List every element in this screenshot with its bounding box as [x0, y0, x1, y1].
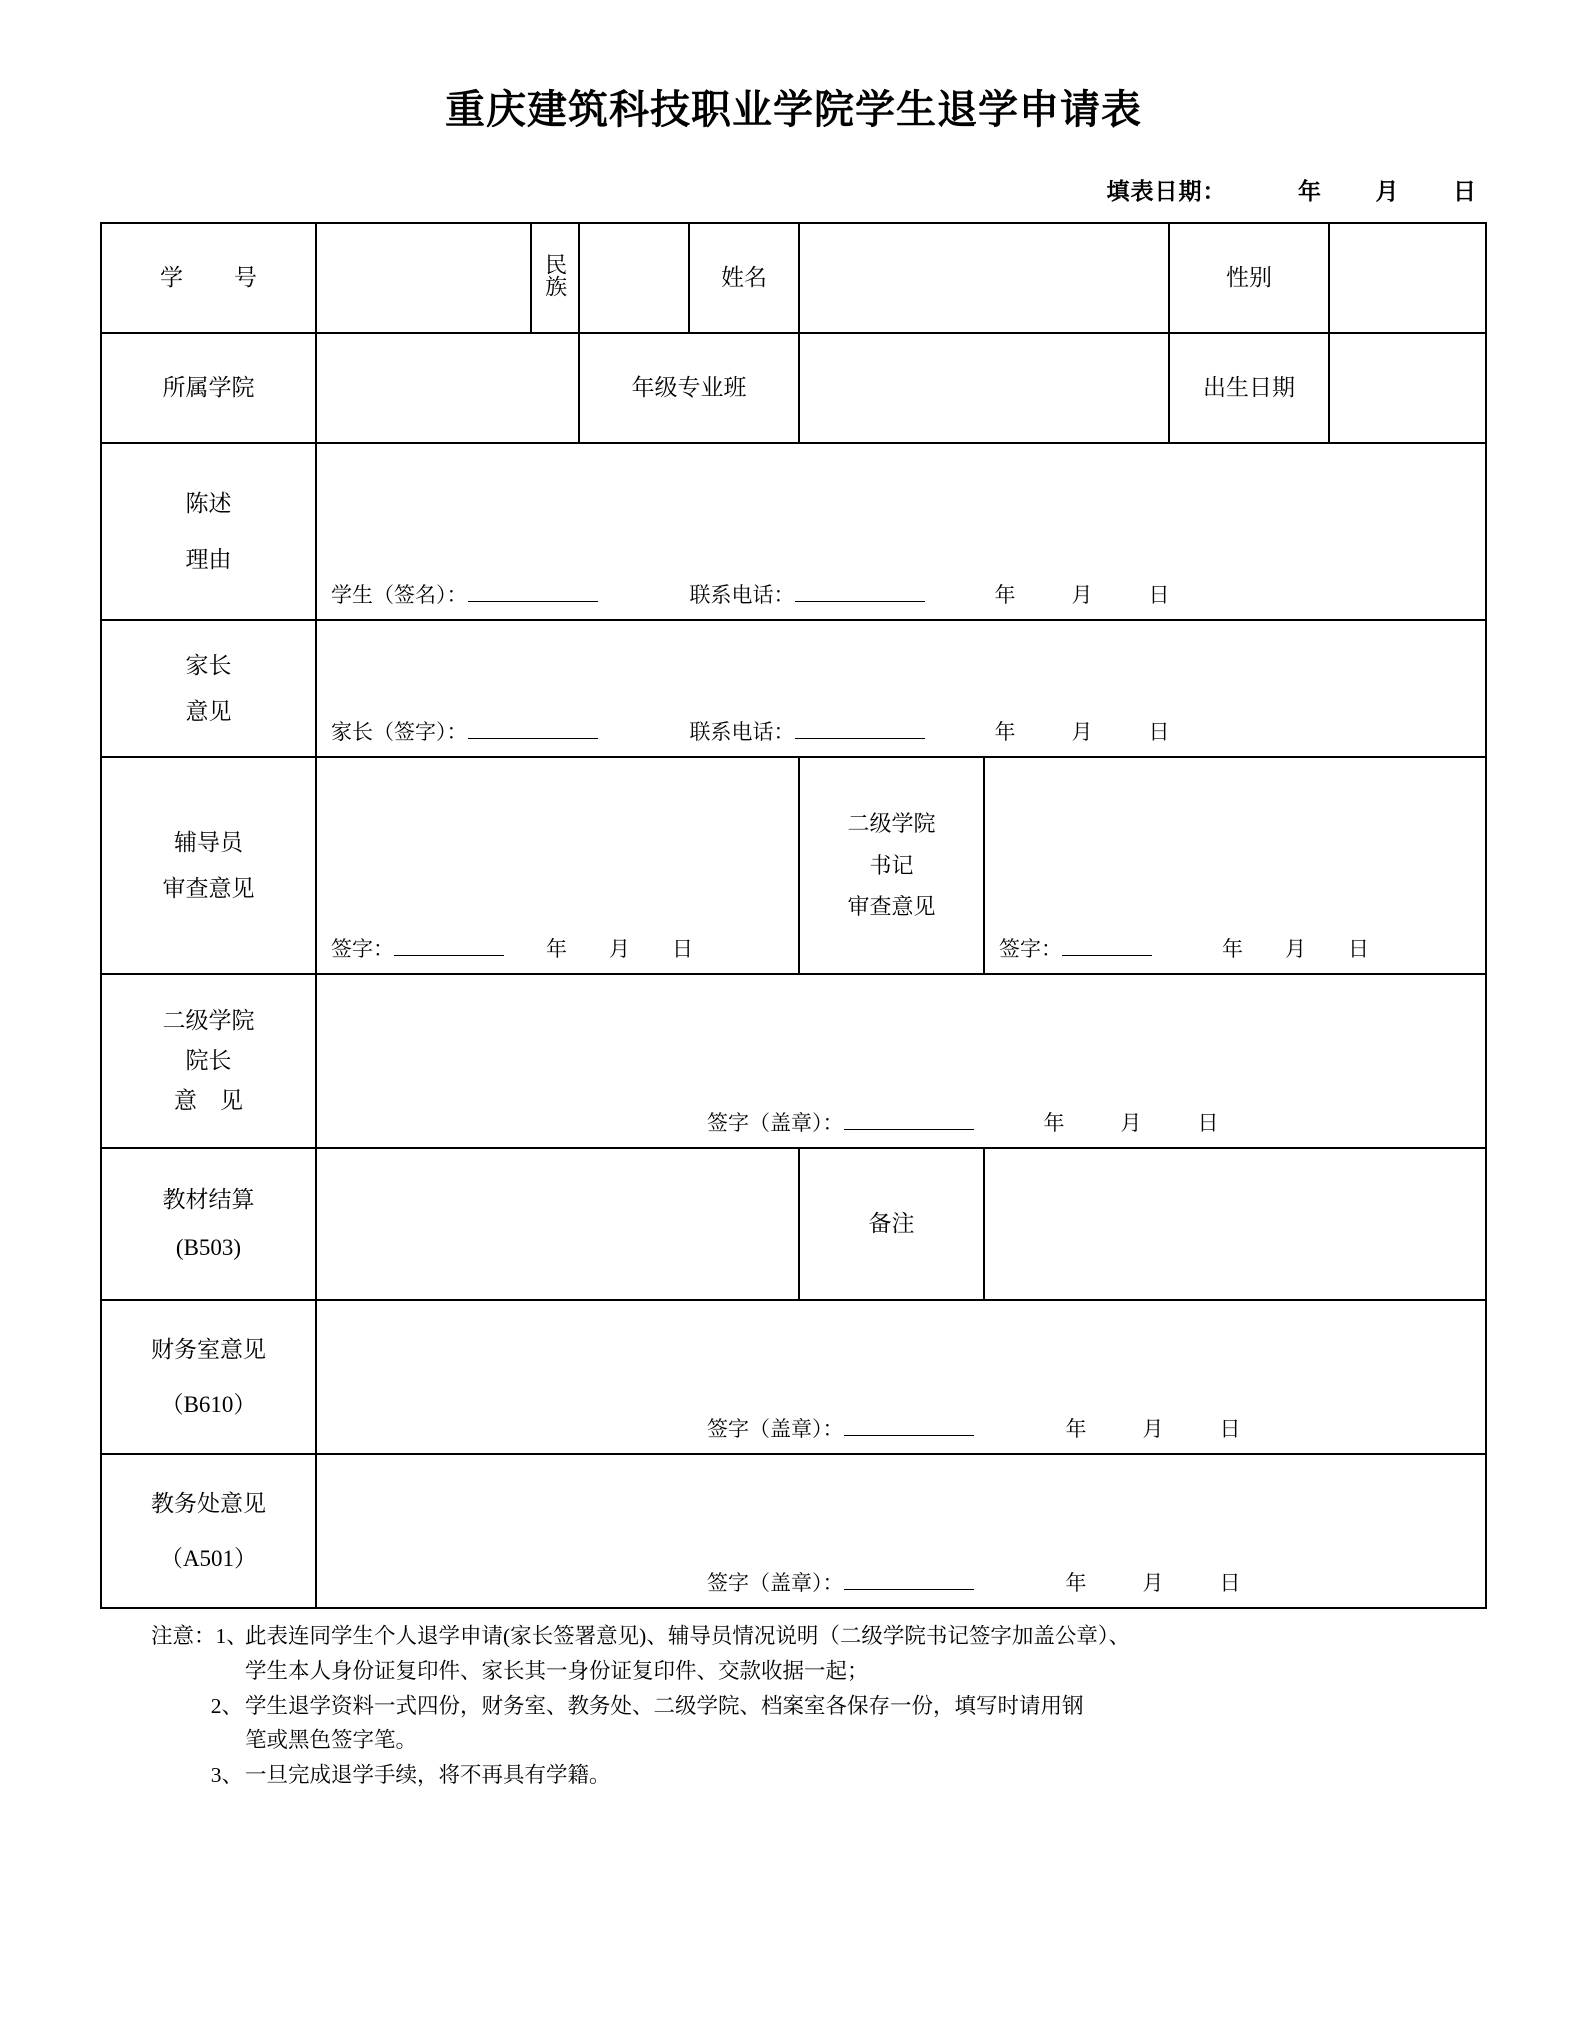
secretary-sign-row: [985, 933, 1485, 971]
label-academic-line2: （A501）: [159, 1546, 258, 1571]
value-student-no[interactable]: [316, 223, 531, 333]
table-row-counselor-review: [101, 757, 1486, 974]
finance-sign-label: 签字（盖章）：: [707, 1417, 844, 1441]
application-form-table: [100, 222, 1487, 1609]
label-parent-opinion: [101, 620, 316, 757]
label-birthday: 出生日期: [1169, 333, 1329, 443]
parent-year: 年: [994, 720, 1016, 744]
secretary-sign-label: 签字：: [999, 937, 1062, 961]
value-dean-opinion[interactable]: [316, 974, 1486, 1148]
parent-phone-field[interactable]: [795, 719, 925, 739]
page: [0, 78, 1587, 2027]
finance-year: 年: [1065, 1417, 1087, 1441]
notes-prefix-text: 注意：: [151, 1624, 216, 1648]
statement-year: 年: [994, 583, 1016, 607]
label-college: 所属学院: [101, 333, 316, 443]
fill-date-year: 年: [1298, 179, 1322, 204]
label-textbook-line2: (B503): [175, 1235, 242, 1260]
note-1-line-1: 此表连同学生个人退学申请(家长签署意见)、辅导员情况说明（二级学院书记签字加盖公章）、: [245, 1624, 1131, 1648]
academic-sign-row: [317, 1567, 1485, 1605]
label-finance-line2: （B610）: [160, 1392, 257, 1417]
note-3-line-1: 一旦完成退学手续，将不再具有学籍。: [245, 1763, 611, 1788]
label-ethnicity: [531, 223, 579, 333]
dean-month: 月: [1120, 1111, 1142, 1135]
parent-month: 月: [1071, 720, 1093, 744]
academic-year: 年: [1065, 1571, 1087, 1595]
table-row-finance-opinion: [101, 1300, 1486, 1454]
label-dean-line1: 二级学院: [162, 1007, 255, 1033]
parent-phone-label: 联系电话：: [689, 720, 795, 744]
secretary-sign-field[interactable]: [1062, 936, 1152, 956]
label-grade-major-class: 年级专业班: [579, 333, 799, 443]
label-dean-line2: 院长: [185, 1047, 232, 1073]
counselor-sign-field[interactable]: [394, 936, 504, 956]
note-2-num: 2、: [210, 1693, 243, 1718]
note-2-line-2: 笔或黑色签字笔。: [245, 1728, 418, 1753]
label-academic-opinion: [101, 1454, 316, 1608]
academic-sign-field[interactable]: [844, 1570, 974, 1590]
page-title: 重庆建筑科技职业学院学生退学申请表: [445, 87, 1142, 132]
parent-sign-label: 家长（签字）：: [331, 720, 468, 744]
value-statement-reason[interactable]: [316, 443, 1486, 620]
academic-sign-label: 签字（盖章）：: [707, 1571, 844, 1595]
note-1-num: 1、: [215, 1624, 248, 1648]
label-dean-opinion: [101, 974, 316, 1148]
counselor-month: 月: [609, 937, 630, 961]
value-counselor-review[interactable]: [316, 757, 799, 974]
notes-section: [151, 1619, 1436, 1793]
label-finance-line1: 财务室意见: [151, 1336, 266, 1362]
counselor-year: 年: [546, 937, 567, 961]
label-secretary-line3: 审查意见: [847, 894, 936, 920]
label-counselor-line1: 辅导员: [174, 829, 243, 855]
dean-day: 日: [1197, 1111, 1219, 1135]
parent-sign-row: [317, 716, 1485, 754]
label-textbook-settlement: [101, 1148, 316, 1300]
value-remark[interactable]: [984, 1148, 1486, 1300]
label-secretary-review: [799, 757, 984, 974]
academic-day: 日: [1219, 1571, 1241, 1595]
label-secretary-line1: 二级学院: [847, 810, 936, 836]
label-parent-line1: 家长: [185, 652, 232, 678]
value-name[interactable]: [799, 223, 1169, 333]
statement-phone-field[interactable]: [795, 582, 925, 602]
label-parent-line2: 意见: [185, 698, 232, 724]
counselor-day: 日: [672, 937, 693, 961]
finance-sign-field[interactable]: [844, 1416, 974, 1436]
table-row-college: [101, 333, 1486, 443]
table-row-dean-opinion: [101, 974, 1486, 1148]
value-textbook-settlement[interactable]: [316, 1148, 799, 1300]
value-parent-opinion[interactable]: [316, 620, 1486, 757]
value-birthday[interactable]: [1329, 333, 1486, 443]
table-row-textbook-settlement: [101, 1148, 1486, 1300]
fill-date-day: 日: [1453, 179, 1477, 204]
parent-sign-field[interactable]: [468, 719, 598, 739]
table-row-academic-affairs-opinion: [101, 1454, 1486, 1608]
label-secretary-line2: 书记: [869, 852, 914, 878]
label-name: 姓名: [689, 223, 799, 333]
finance-day: 日: [1219, 1417, 1241, 1441]
dean-year: 年: [1043, 1111, 1065, 1135]
fill-date-month: 月: [1375, 179, 1400, 204]
label-statement-line2: 理由: [185, 546, 232, 572]
label-remark: 备注: [799, 1148, 984, 1300]
note-item-2: [151, 1689, 1436, 1759]
parent-day: 日: [1148, 720, 1170, 744]
label-statement-reason: [101, 443, 316, 620]
label-textbook-line1: 教材结算: [162, 1186, 255, 1212]
academic-month: 月: [1142, 1571, 1164, 1595]
counselor-sign-label: 签字：: [331, 937, 394, 961]
value-college[interactable]: [316, 333, 579, 443]
table-row-statement: [101, 443, 1486, 620]
dean-sign-row: [317, 1107, 1485, 1145]
secretary-month: 月: [1285, 937, 1306, 961]
value-academic-opinion[interactable]: [316, 1454, 1486, 1608]
counselor-sign-row: [317, 933, 798, 971]
label-gender: 性别: [1169, 223, 1329, 333]
table-row-parent-opinion: [101, 620, 1486, 757]
statement-sign-label: 学生（签名）：: [331, 583, 468, 607]
label-counselor-review: [101, 757, 316, 974]
fill-date-line: [0, 173, 1587, 206]
label-ethnicity-text: 民族: [542, 253, 568, 298]
value-ethnicity[interactable]: [579, 223, 689, 333]
note-item-3: [151, 1758, 1436, 1793]
note-3-num: 3、: [210, 1763, 243, 1788]
value-secretary-review[interactable]: [984, 757, 1486, 974]
table-row-student: [101, 223, 1486, 333]
dean-sign-field[interactable]: [844, 1110, 974, 1130]
note-1-line-2: 学生本人身份证复印件、家长其一身份证复印件、交款收据一起；: [245, 1658, 869, 1683]
statement-sign-row: [317, 579, 1485, 617]
fill-date-label: 填表日期：: [1106, 179, 1227, 204]
statement-day: 日: [1148, 583, 1170, 607]
value-gender[interactable]: [1329, 223, 1486, 333]
label-student-no: 学 号: [101, 223, 316, 333]
label-statement-line1: 陈述: [185, 491, 232, 517]
label-academic-line1: 教务处意见: [151, 1490, 266, 1516]
statement-sign-field[interactable]: [468, 582, 598, 602]
statement-phone-label: 联系电话：: [689, 583, 795, 607]
label-dean-line3: 意 见: [174, 1088, 243, 1114]
note-item-1: [151, 1619, 1436, 1689]
value-finance-opinion[interactable]: [316, 1300, 1486, 1454]
secretary-day: 日: [1348, 937, 1369, 961]
finance-sign-row: [317, 1413, 1485, 1451]
label-counselor-line2: 审查意见: [162, 875, 255, 901]
notes-prefix: [151, 1619, 248, 1654]
secretary-year: 年: [1222, 937, 1243, 961]
label-finance-opinion: [101, 1300, 316, 1454]
value-grade-major-class[interactable]: [799, 333, 1169, 443]
statement-month: 月: [1071, 583, 1093, 607]
dean-sign-label: 签字（盖章）：: [707, 1111, 844, 1135]
finance-month: 月: [1142, 1417, 1164, 1441]
note-2-line-1: 学生退学资料一式四份，财务室、教务处、二级学院、档案室各保存一份，填写时请用钢: [245, 1693, 1084, 1718]
